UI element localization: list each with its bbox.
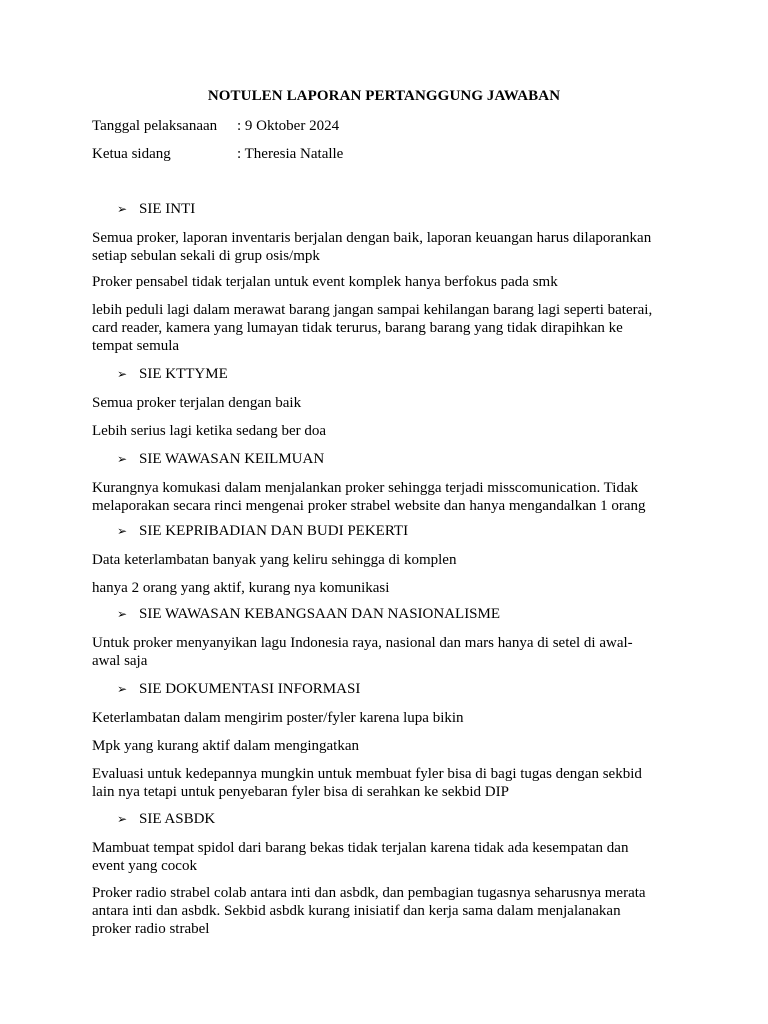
section-paragraph	[92, 634, 692, 670]
paragraph-line: antara inti dan asbdk. Sekbid asbdk kurang inisiatif dan kerja sama dalam menjalanakan	[92, 903, 621, 919]
section-heading	[117, 810, 215, 828]
arrowhead-bullet-icon: ➢	[117, 682, 128, 696]
section-paragraph	[92, 884, 692, 938]
section-paragraph	[92, 479, 692, 515]
paragraph-line: Mpk yang kurang aktif dalam mengingatkan	[92, 738, 360, 754]
arrowhead-bullet-icon: ➢	[117, 367, 128, 381]
paragraph-line: Evaluasi untuk kedepannya mungkin untuk membuat fyler bisa di bagi tugas dengan sekbid	[92, 766, 642, 782]
paragraph-line: Semua proker terjalan dengan baik	[92, 395, 302, 411]
section-paragraph	[92, 737, 692, 755]
section-paragraph	[92, 765, 692, 801]
section-heading	[117, 200, 195, 218]
section-heading-label: SIE DOKUMENTASI INFORMASI	[139, 681, 361, 697]
document-title: NOTULEN LAPORAN PERTANGGUNG JAWABAN	[207, 88, 561, 104]
paragraph-line: Keterlambatan dalam mengirim poster/fyler karena lupa bikin	[92, 710, 464, 726]
paragraph-line: lebih peduli lagi dalam merawat barang jangan sampai kehilangan barang lagi seperti baterai,	[92, 302, 653, 318]
section-heading	[117, 605, 500, 623]
section-heading	[117, 365, 228, 383]
section-heading	[117, 450, 324, 468]
section-paragraph	[92, 579, 692, 597]
meta-row-chair	[92, 145, 343, 163]
paragraph-line: Lebih serius lagi ketika sedang ber doa	[92, 423, 327, 439]
section-paragraph	[92, 551, 692, 569]
section-heading	[117, 522, 408, 540]
paragraph-line: lain nya tetapi untuk penyebaran fyler bisa di serahkan ke sekbid DIP	[92, 784, 509, 800]
section-paragraph	[92, 229, 692, 265]
paragraph-line: Mambuat tempat spidol dari barang bekas tidak terjalan karena tidak ada kesempatan dan	[92, 840, 629, 856]
paragraph-line: melaporakan secara rinci mengenai proker strabel website dan hanya mengandalkan 1 orang	[92, 498, 646, 514]
paragraph-line: Kurangnya komukasi dalam menjalankan proker sehingga terjadi misscomunication. Tidak	[92, 480, 639, 496]
paragraph-line: hanya 2 orang yang aktif, kurang nya komunikasi	[92, 580, 390, 596]
paragraph-line: Proker pensabel tidak terjalan untuk event komplek hanya berfokus pada smk	[92, 274, 558, 290]
section-paragraph	[92, 839, 692, 875]
arrowhead-bullet-icon: ➢	[117, 452, 128, 466]
meta-value-chair: : Theresia Natalle	[237, 146, 344, 162]
paragraph-line: setiap sebulan sekali di grup osis/mpk	[92, 248, 320, 264]
section-heading-label: SIE ASBDK	[139, 811, 216, 827]
paragraph-line: awal saja	[92, 653, 148, 669]
arrowhead-bullet-icon: ➢	[117, 812, 128, 826]
arrowhead-bullet-icon: ➢	[117, 607, 128, 621]
section-paragraph	[92, 422, 692, 440]
paragraph-line: proker radio strabel	[92, 921, 210, 937]
section-heading-label: SIE INTI	[139, 201, 196, 217]
arrowhead-bullet-icon: ➢	[117, 524, 128, 538]
section-paragraph	[92, 301, 692, 355]
section-heading-label: SIE WAWASAN KEILMUAN	[139, 451, 325, 467]
section-heading	[117, 680, 360, 698]
paragraph-line: Proker radio strabel colab antara inti dan asbdk, dan pembagian tugasnya seharusnya merata	[92, 885, 646, 901]
meta-value-date: : 9 Oktober 2024	[237, 118, 340, 134]
section-paragraph	[92, 709, 692, 727]
section-paragraph	[92, 273, 692, 291]
paragraph-line: Data keterlambatan banyak yang keliru sehingga di komplen	[92, 552, 457, 568]
arrowhead-bullet-icon: ➢	[117, 202, 128, 216]
section-paragraph	[92, 394, 692, 412]
section-heading-label: SIE WAWASAN KEBANGSAAN DAN NASIONALISME	[139, 606, 501, 622]
meta-label-chair: Ketua sidang	[92, 146, 171, 162]
paragraph-line: card reader, kamera yang lumayan tidak terurus, barang barang yang tidak dirapihkan ke	[92, 320, 623, 336]
paragraph-line: Semua proker, laporan inventaris berjalan dengan baik, laporan keuangan harus dilaporankan	[92, 230, 652, 246]
meta-row-date	[92, 117, 339, 135]
meta-label-date: Tanggal pelaksanaan	[92, 118, 218, 134]
paragraph-line: tempat semula	[92, 338, 180, 354]
section-heading-label: SIE KTTYME	[139, 366, 228, 382]
section-heading-label: SIE KEPRIBADIAN DAN BUDI PEKERTI	[139, 523, 409, 539]
paragraph-line: event yang cocok	[92, 858, 197, 874]
paragraph-line: Untuk proker menyanyikan lagu Indonesia raya, nasional dan mars hanya di setel di awal-	[92, 635, 633, 651]
